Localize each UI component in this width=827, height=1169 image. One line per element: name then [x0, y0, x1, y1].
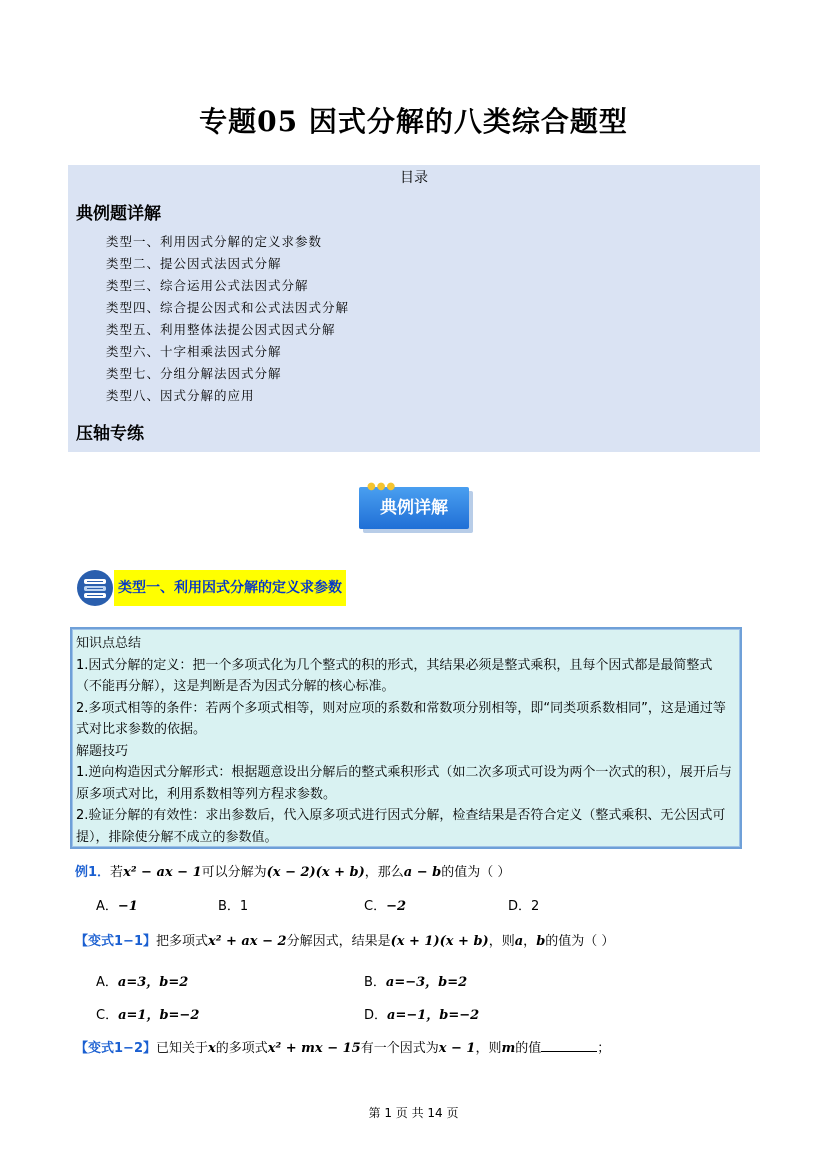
banner-dots: ●●●: [367, 481, 397, 492]
toc-item[interactable]: 类型四、综合提公因式和公式法因式分解: [106, 300, 350, 315]
banner-label: 典例详解: [380, 498, 448, 518]
option-c: C．a=1，b=−2: [96, 1008, 200, 1023]
tip-point: 2.验证分解的有效性：求出参数后，代入原多项式进行因式分解，检查结果是否符合定义（整式乘积、无公因式可提），排除使分解不成立的参数值。: [76, 808, 726, 845]
option-b: B．a=−3，b=2: [364, 975, 468, 990]
variant-1-1-question: 【变式1−1】把多项式x² + ax − 2分解因式，结果是(x + 1)(x + b)，则a，b的值为（ ）: [75, 934, 615, 949]
toc-item[interactable]: 类型七、分组分解法因式分解: [106, 366, 282, 381]
type-heading: 类型一、利用因式分解的定义求参数: [114, 570, 346, 606]
option-d: D．2: [508, 899, 540, 914]
math-expr: (x + 1)(x + b): [390, 934, 489, 949]
example-1-question: 例1．若x² − ax − 1可以分解为(x − 2)(x + b)，那么a − b的值为（ ）: [75, 865, 511, 880]
toc-item[interactable]: 类型六、十字相乘法因式分解: [106, 344, 282, 359]
knowledge-box: [70, 627, 742, 849]
table-of-contents: [68, 165, 760, 452]
option-a: A．a=3，b=2: [96, 975, 189, 990]
toc-heading: 目录: [400, 170, 428, 186]
option-a: A．−1: [96, 899, 138, 914]
math-expr: (x − 2)(x + b): [266, 865, 365, 880]
answer-blank[interactable]: [541, 1051, 597, 1052]
math-expr: x − 1: [438, 1041, 476, 1056]
books-stack-icon: [76, 569, 114, 607]
option-c: C．−2: [364, 899, 407, 914]
toc-item[interactable]: 类型三、综合运用公式法因式分解: [106, 278, 309, 293]
toc-item[interactable]: 类型二、提公因式法因式分解: [106, 256, 282, 271]
math-expr: x² + mx − 15: [267, 1041, 361, 1056]
tip-point: 1.逆向构造因式分解形式：根据题意设出分解后的整式乘积形式（如二次多项式可设为两个一次式的积），展开后与原多项式对比，利用系数相等列方程求参数。: [76, 765, 732, 802]
page-title: 专题05 因式分解的八类综合题型: [199, 105, 628, 138]
math-expr: x² + ax − 2: [208, 934, 287, 949]
toc-section-challenge[interactable]: 压轴专练: [76, 424, 144, 444]
option-d: D．a=−1，b=−2: [364, 1008, 480, 1023]
math-expr: a − b: [403, 865, 442, 880]
variant-1-2-question: 【变式1−2】已知关于x的多项式x² + mx − 15有一个因式为x − 1，则m的值 ；: [75, 1041, 611, 1056]
page-footer: 第 1 页 共 14 页: [368, 1106, 459, 1120]
section-banner: [359, 481, 469, 529]
example-label: 例1．: [75, 865, 111, 880]
toc-section-examples[interactable]: 典例题详解: [76, 204, 161, 224]
math-expr: x² − ax − 1: [123, 865, 202, 880]
toc-item[interactable]: 类型五、利用整体法提公因式因式分解: [106, 322, 336, 337]
option-b: B．1: [218, 899, 249, 914]
knowledge-heading: 知识点总结: [76, 636, 142, 651]
variant-label: 【变式1−1】: [75, 934, 156, 949]
toc-item[interactable]: 类型八、因式分解的应用: [106, 388, 255, 403]
knowledge-point: 1.因式分解的定义：把一个多项式化为几个整式的积的形式，其结果必须是整式乘积，且每个因式都是最简整式（不能再分解），这是判断是否为因式分解的核心标准。: [76, 657, 713, 694]
knowledge-point: 2.多项式相等的条件：若两个多项式相等，则对应项的系数和常数项分别相等，即“同类项系数相同”，这是通过等式对比求参数的依据。: [76, 700, 726, 737]
toc-item[interactable]: 类型一、利用因式分解的定义求参数: [106, 234, 323, 249]
variant-label: 【变式1−2】: [75, 1041, 156, 1056]
tips-heading: 解题技巧: [76, 743, 129, 759]
